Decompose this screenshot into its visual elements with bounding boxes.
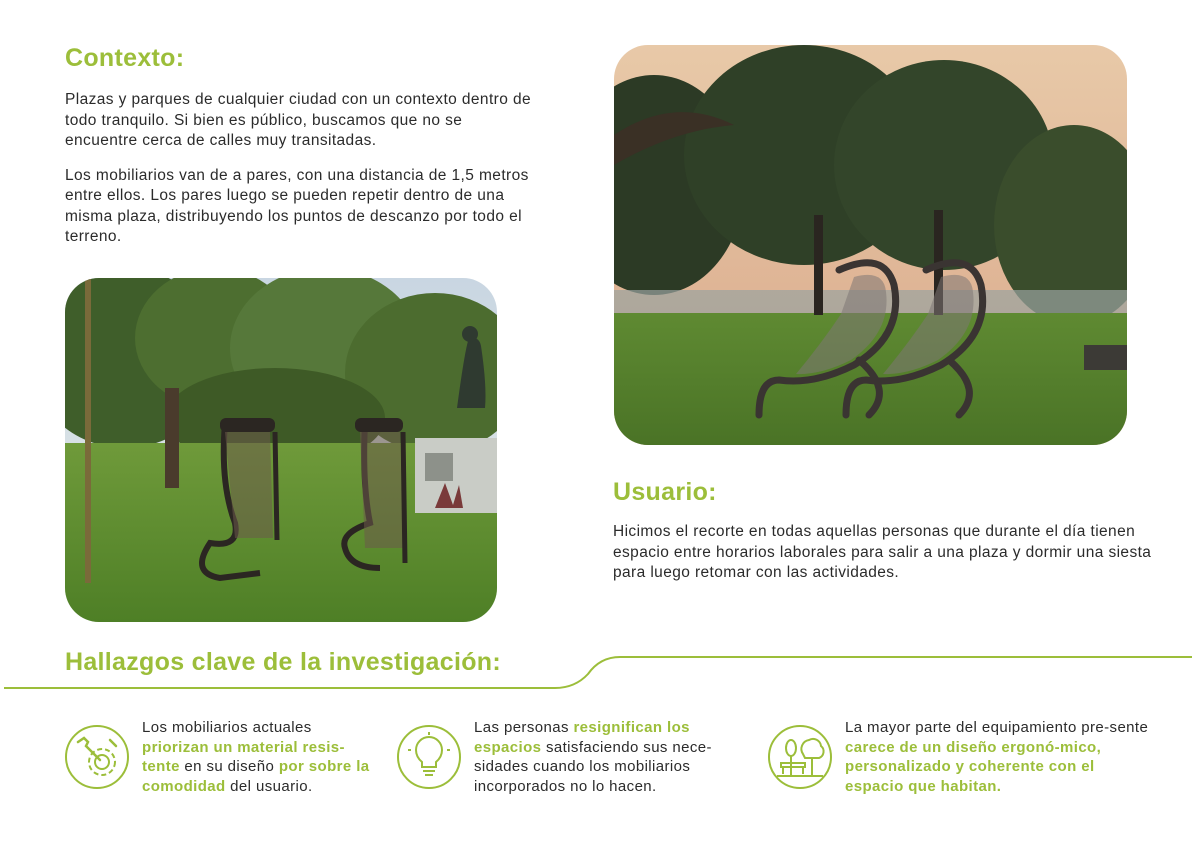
finding-item (767, 718, 1155, 796)
lightbulb-icon (396, 724, 462, 790)
contexto-paragraph-1: Plazas y parques de cualquier ciudad con un contexto dentro de todo tranquilo. Si bien es público, buscamos que no se encuentre cerca de calles muy transitadas. (65, 91, 531, 149)
park-bench-tree-icon (767, 724, 833, 790)
finding-text (142, 718, 382, 796)
contexto-heading: Contexto: (65, 44, 185, 72)
finding-text-highlight: resignifican los espacios (474, 719, 690, 756)
contexto-body (65, 90, 535, 248)
finding-text-plain: Las personas (474, 719, 574, 736)
finding-text-highlight: carece de un diseño ergonó-mico, personalizado y coherente con el espacio que habitan. (845, 738, 1102, 795)
finding-text-plain: Los mobiliarios actuales (142, 719, 312, 736)
hallazgos-heading: Hallazgos clave de la investigación: (65, 648, 501, 676)
finding-text-plain: La mayor parte del equipamiento pre-sente (845, 719, 1149, 736)
finding-item (396, 718, 724, 796)
finding-item (64, 718, 382, 796)
usuario-heading: Usuario: (613, 478, 717, 506)
finding-text-plain: del usuario. (225, 777, 313, 795)
finding-text (474, 718, 724, 796)
finding-text-plain: satisfaciendo sus nece-sidades cuando los mobiliarios incorporados no lo hacen. (474, 738, 712, 795)
usuario-body: Hicimos el recorte en todas aquellas personas que durante el día tienen espacio entre horarios laborales para salir a una plaza y dormir una siesta para luego retomar con las actividades. (613, 523, 1152, 581)
finding-text-plain: en su diseño (179, 758, 279, 775)
finding-text-highlight: priorizan un material resis-tente (142, 738, 345, 775)
park-chairs-photo (65, 278, 497, 622)
finding-text (845, 718, 1155, 796)
contexto-paragraph-2: Los mobiliarios van de a pares, con una distancia de 1,5 metros entre ellos. Los pares luego se pueden repetir dentro de una misma plaza, distribuyendo los puntos de descanzo por todo el terreno. (65, 166, 529, 245)
gear-wrench-icon (64, 724, 130, 790)
park-loungers-photo (614, 45, 1127, 445)
finding-text-highlight: por sobre la comodidad (142, 758, 370, 795)
